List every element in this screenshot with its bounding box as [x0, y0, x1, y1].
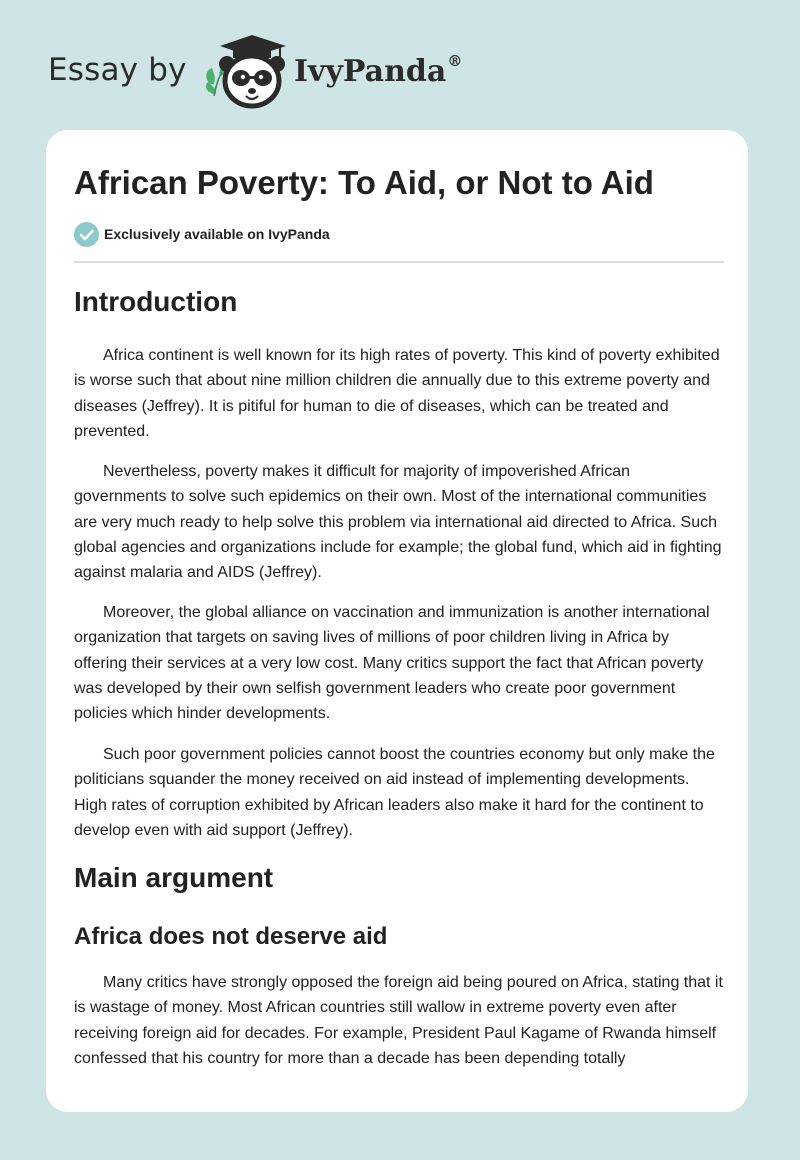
subsection-heading-africa-does-not-deserve-aid: Africa does not deserve aid: [74, 923, 388, 950]
main-argument-paragraph-1: Many critics have strongly opposed the foreign aid being poured on Africa, stating that it is wastage of money. Most African countries still wallow in extreme poverty even after receiving foreign aid for decades. For example, President Paul Kagame of Rwanda himself confessed that his country for more than a decade has been depending totally: [74, 974, 723, 1067]
section-heading-introduction: Introduction: [74, 286, 238, 317]
check-circle-icon: [74, 222, 99, 247]
introduction-paragraph-2: Nevertheless, poverty makes it difficult for majority of impoverished African governments to solve such epidemics on their own. Most of the international communities are very much ready to help solve this problem via international aid directed to Africa. Such global agencies and organizations include for example; the global fund, which aid in fighting against malaria and AIDS (Jeffrey).: [74, 463, 722, 582]
exclusive-label: Exclusively available on IvyPanda: [104, 226, 330, 242]
registered-mark: ®: [447, 52, 463, 70]
introduction-paragraph-1: Africa continent is well known for its high rates of poverty. This kind of poverty exhibited is worse such that about nine million children die annually due to this extreme poverty and diseases (Jeffrey). It is pitiful for human to die of diseases, which can be treated and prevented.: [74, 347, 720, 440]
panda-graduate-icon[interactable]: [200, 32, 292, 110]
introduction-paragraph-4: Such poor government policies cannot boost the countries economy but only make the politicians squander the money received on aid instead of implementing developments. High rates of corruption exhibited by African leaders also make it hard for the continent to develop even with aid support (Jeffrey).: [74, 746, 715, 839]
brand-name[interactable]: IvyPanda®: [294, 52, 463, 89]
site-header: [48, 30, 508, 110]
introduction-paragraph-3: Moreover, the global alliance on vaccination and immunization is another international organization that targets on saving lives of millions of poor children living in Africa by offering their services at a very low cost. Many critics support the fact that African poverty was developed by their own selfish government leaders who create poor government policies which hinder developments.: [74, 604, 710, 723]
section-heading-main-argument: Main argument: [74, 862, 274, 893]
essay-card: [46, 130, 748, 1112]
brand-prefix: Essay by: [48, 52, 187, 88]
exclusive-badge: [74, 221, 330, 247]
page-title: African Poverty: To Aid, or Not to Aid: [74, 164, 654, 201]
divider: [74, 261, 724, 263]
